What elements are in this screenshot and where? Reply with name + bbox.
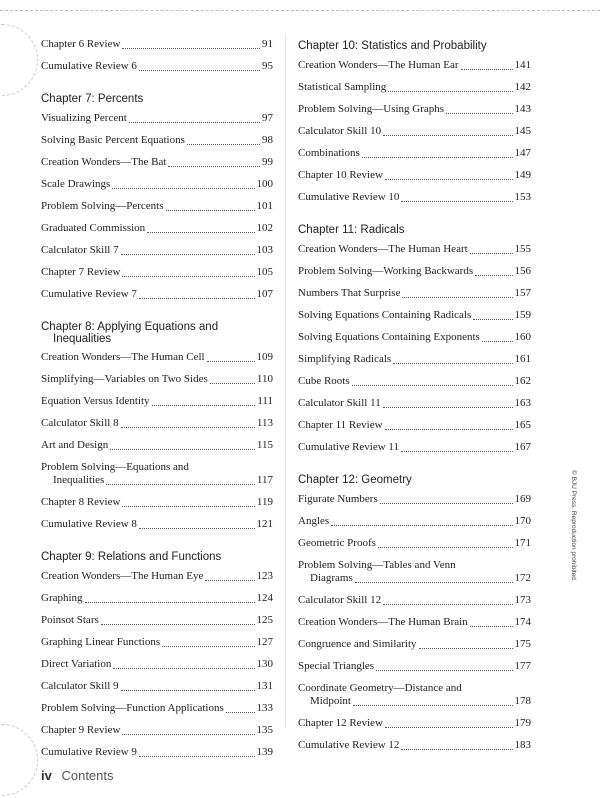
footer-page-number: iv — [41, 768, 52, 783]
dot-leader — [187, 144, 260, 145]
toc-entry — [41, 200, 273, 213]
toc-entry — [41, 518, 273, 531]
toc-page-number: 174 — [514, 616, 531, 628]
toc-entry-title: Chapter 12 Review — [298, 717, 383, 729]
toc-entry-title: Cumulative Review 8 — [41, 518, 137, 530]
toc-entry — [298, 331, 531, 344]
toc-entry — [298, 515, 531, 528]
toc-entry — [41, 288, 273, 301]
toc-page-number: 183 — [514, 739, 531, 751]
dot-leader — [353, 705, 513, 706]
dot-leader — [362, 157, 513, 158]
dot-leader — [401, 201, 512, 202]
dot-leader — [355, 582, 513, 583]
toc-entry — [298, 103, 531, 116]
toc-entry-title: Cumulative Review 12 — [298, 739, 400, 751]
toc-page-number: 103 — [256, 244, 273, 256]
toc-entry — [298, 441, 531, 454]
toc-page-number: 175 — [514, 638, 531, 650]
dot-leader — [470, 253, 513, 254]
toc-page-number: 155 — [514, 243, 531, 255]
toc-entry-title: Geometric Proofs — [298, 537, 376, 549]
toc-entry-title: Calculator Skill 10 — [298, 125, 382, 137]
toc-entry-line1: Coordinate Geometry—Distance and — [298, 682, 462, 694]
dot-leader — [110, 449, 255, 450]
toc-entry — [298, 397, 531, 410]
dot-leader — [352, 385, 513, 386]
toc-entry — [41, 60, 273, 73]
toc-entry — [41, 112, 273, 125]
toc-entry — [41, 614, 273, 627]
dot-leader — [147, 232, 254, 233]
toc-entry — [298, 739, 531, 752]
toc-page-number: 109 — [256, 351, 273, 363]
toc-entry-title: Graphing Linear Functions — [41, 636, 161, 648]
toc-entry-title: Angles — [298, 515, 330, 527]
toc-entry — [41, 178, 273, 191]
toc-entry-line2: Midpoint — [310, 695, 351, 707]
toc-page-number: 121 — [256, 518, 273, 530]
dot-leader — [106, 484, 255, 485]
decorative-arc-top — [0, 24, 38, 96]
toc-list — [298, 59, 531, 204]
dot-leader — [393, 363, 512, 364]
toc-page-number: 169 — [514, 493, 531, 505]
toc-entry-title: Visualizing Percent — [41, 112, 127, 124]
toc-entry — [298, 265, 531, 278]
dot-leader — [207, 361, 255, 362]
toc-page-number: 102 — [256, 222, 273, 234]
toc-entry — [41, 636, 273, 649]
toc-page-number: 135 — [256, 724, 273, 736]
decorative-arc-bottom — [0, 724, 38, 796]
toc-entry-title: Chapter 7 Review — [41, 266, 121, 278]
toc-entry — [41, 680, 273, 693]
toc-entry-title: Chapter 6 Review — [41, 38, 121, 50]
toc-entry — [41, 134, 273, 147]
dot-leader — [139, 70, 260, 71]
toc-entry-title: Poinsot Stars — [41, 614, 99, 626]
dot-leader — [122, 734, 254, 735]
toc-page-number: 165 — [514, 419, 531, 431]
toc-entry — [41, 702, 273, 715]
toc-entry-title: Art and Design — [41, 439, 109, 451]
toc-page-number: 163 — [514, 397, 531, 409]
toc-entry-title: Creation Wonders—The Human Heart — [298, 243, 468, 255]
toc-page-number: 100 — [256, 178, 273, 190]
dot-leader — [139, 528, 255, 529]
toc-page-number: 170 — [514, 515, 531, 527]
dot-leader — [383, 135, 512, 136]
toc-entry — [41, 395, 273, 408]
toc-page-number: 179 — [514, 717, 531, 729]
chapter-9-heading: Chapter 9: Relations and Functions — [41, 551, 222, 563]
toc-entry — [298, 309, 531, 322]
toc-page-number: 127 — [256, 636, 273, 648]
toc-entry-title: Chapter 8 Review — [41, 496, 121, 508]
toc-entry — [298, 616, 531, 629]
toc-entry-title: Simplifying Radicals — [298, 353, 392, 365]
toc-entry-title: Calculator Skill 11 — [298, 397, 381, 409]
toc-entry-title: Equation Versus Identity — [41, 395, 150, 407]
page-footer — [41, 768, 114, 783]
toc-entry — [41, 746, 273, 759]
dot-leader — [152, 405, 256, 406]
dot-leader — [446, 113, 512, 114]
toc-entry-title: Cube Roots — [298, 375, 350, 387]
toc-list — [298, 594, 531, 673]
chapter-7-heading: Chapter 7: Percents — [41, 93, 144, 105]
toc-entry-title: Solving Equations Containing Exponents — [298, 331, 480, 343]
toc-entry-line2: Diagrams — [310, 572, 353, 584]
toc-page-number: 131 — [256, 680, 273, 692]
toc-page-number: 160 — [514, 331, 531, 343]
toc-entry-title: Problem Solving—Using Graphs — [298, 103, 445, 115]
toc-page-number: 130 — [256, 658, 273, 670]
dot-leader — [475, 275, 512, 276]
dot-leader — [85, 602, 255, 603]
toc-right-column — [298, 40, 531, 752]
toc-page-number: 147 — [514, 147, 531, 159]
toc-list — [41, 38, 273, 73]
dot-leader — [121, 690, 255, 691]
toc-list — [41, 351, 273, 452]
dot-leader — [376, 670, 512, 671]
dot-leader — [121, 427, 255, 428]
dot-leader — [113, 668, 254, 669]
dot-leader — [139, 756, 255, 757]
toc-list — [41, 112, 273, 301]
toc-list — [41, 570, 273, 759]
toc-entry — [298, 125, 531, 138]
toc-entry — [41, 266, 273, 279]
dot-leader — [385, 727, 513, 728]
toc-entry — [41, 38, 273, 51]
toc-page-number: 178 — [514, 695, 531, 707]
toc-entry-title: Calculator Skill 12 — [298, 594, 382, 606]
toc-entry — [298, 559, 531, 585]
toc-page-number: 156 — [514, 265, 531, 277]
dot-leader — [383, 604, 512, 605]
chapter-11-heading: Chapter 11: Radicals — [298, 224, 405, 236]
toc-entry — [298, 169, 531, 182]
toc-entry-title: Creation Wonders—The Human Cell — [41, 351, 205, 363]
dot-leader — [383, 407, 513, 408]
toc-entry — [41, 222, 273, 235]
toc-page-number: 107 — [256, 288, 273, 300]
toc-page-number: 173 — [514, 594, 531, 606]
dot-leader — [388, 91, 512, 92]
toc-entry — [298, 537, 531, 550]
toc-page-number: 145 — [514, 125, 531, 137]
toc-entry — [41, 439, 273, 452]
toc-entry-title: Cumulative Review 10 — [298, 191, 400, 203]
toc-page-number: 124 — [256, 592, 273, 604]
toc-entry-line1: Problem Solving—Equations and — [41, 461, 189, 473]
dot-leader — [385, 429, 513, 430]
toc-entry-title: Statistical Sampling — [298, 81, 387, 93]
dot-leader — [402, 297, 512, 298]
toc-entry-title: Special Triangles — [298, 660, 375, 672]
toc-entry — [41, 658, 273, 671]
chapter-8-heading-line1: Chapter 8: Applying Equations and — [41, 321, 219, 333]
toc-entry-line1: Problem Solving—Tables and Venn — [298, 559, 456, 571]
toc-entry — [298, 243, 531, 256]
toc-entry-title: Calculator Skill 9 — [41, 680, 119, 692]
toc-entry-title: Chapter 11 Review — [298, 419, 383, 431]
toc-entry — [298, 81, 531, 94]
toc-entry — [41, 724, 273, 737]
toc-entry-title: Creation Wonders—The Human Eye — [41, 570, 204, 582]
toc-entry-title: Creation Wonders—The Human Brain — [298, 616, 468, 628]
top-rule — [0, 10, 600, 11]
dot-leader — [101, 624, 255, 625]
toc-page-number: 143 — [514, 103, 531, 115]
toc-page-number: 123 — [256, 570, 273, 582]
toc-page-number: 113 — [256, 417, 273, 429]
dot-leader — [112, 188, 254, 189]
toc-entry-title: Cumulative Review 6 — [41, 60, 137, 72]
toc-entry — [298, 375, 531, 388]
toc-entry — [298, 353, 531, 366]
toc-entry — [41, 496, 273, 509]
chapter-10-heading: Chapter 10: Statistics and Probability — [298, 40, 487, 52]
toc-page-number: 95 — [262, 60, 273, 72]
toc-entry — [41, 156, 273, 169]
toc-entry-title: Numbers That Surprise — [298, 287, 401, 299]
column-divider — [285, 34, 286, 728]
toc-page-number: 157 — [514, 287, 531, 299]
toc-page-number: 98 — [262, 134, 273, 146]
toc-entry-title: Problem Solving—Working Backwards — [298, 265, 474, 277]
toc-entry-title: Scale Drawings — [41, 178, 111, 190]
toc-page-number: 97 — [262, 112, 273, 124]
toc-left-column — [41, 38, 273, 759]
toc-page-number: 149 — [514, 169, 531, 181]
chapter-8-heading — [41, 321, 273, 345]
toc-page-number: 167 — [514, 441, 531, 453]
toc-entry — [298, 147, 531, 160]
dot-leader — [401, 749, 512, 750]
dot-leader — [122, 506, 254, 507]
toc-page-number: 133 — [256, 702, 273, 714]
toc-entry — [41, 592, 273, 605]
toc-entry-title: Simplifying—Variables on Two Sides — [41, 373, 208, 385]
toc-entry-title: Solving Basic Percent Equations — [41, 134, 185, 146]
dot-leader — [226, 712, 255, 713]
toc-page-number: 162 — [514, 375, 531, 387]
toc-page-number: 125 — [256, 614, 273, 626]
dot-leader — [129, 122, 260, 123]
dot-leader — [461, 69, 513, 70]
toc-page-number: 141 — [514, 59, 531, 71]
toc-entry — [41, 244, 273, 257]
toc-list — [298, 243, 531, 454]
toc-page-number: 110 — [256, 373, 273, 385]
dot-leader — [470, 626, 513, 627]
toc-entry-title: Cumulative Review 7 — [41, 288, 137, 300]
dot-leader — [121, 254, 255, 255]
toc-entry — [298, 660, 531, 673]
toc-entry — [298, 191, 531, 204]
toc-page-number: 105 — [256, 266, 273, 278]
chapter-12-heading: Chapter 12: Geometry — [298, 474, 412, 486]
toc-page-number: 172 — [514, 572, 531, 584]
dot-leader — [122, 48, 260, 49]
dot-leader — [378, 547, 513, 548]
toc-entry-line2: Inequalities — [53, 474, 105, 486]
toc-entry-title: Figurate Numbers — [298, 493, 378, 505]
dot-leader — [139, 298, 255, 299]
toc-entry-title: Calculator Skill 8 — [41, 417, 119, 429]
toc-entry — [41, 373, 273, 386]
toc-page-number: 171 — [514, 537, 531, 549]
toc-entry — [41, 417, 273, 430]
dot-leader — [385, 179, 513, 180]
copyright-note: © BJU Press. Reproduction prohibited. — [570, 470, 577, 582]
toc-page-number: 161 — [514, 353, 531, 365]
toc-entry-title: Congruence and Similarity — [298, 638, 417, 650]
toc-entry-title: Creation Wonders—The Bat — [41, 156, 167, 168]
toc-entry-title: Combinations — [298, 147, 360, 159]
toc-entry — [298, 594, 531, 607]
dot-leader — [331, 525, 512, 526]
toc-entry-title: Solving Equations Containing Radicals — [298, 309, 472, 321]
toc-page-number: 159 — [514, 309, 531, 321]
toc-page-number: 119 — [256, 496, 273, 508]
dot-leader — [166, 210, 255, 211]
toc-entry-title: Problem Solving—Percents — [41, 200, 164, 212]
dot-leader — [205, 580, 254, 581]
toc-entry-title: Direct Variation — [41, 658, 112, 670]
toc-entry — [298, 717, 531, 730]
dot-leader — [210, 383, 255, 384]
toc-entry — [298, 638, 531, 651]
toc-page-number: 115 — [256, 439, 273, 451]
toc-entry — [298, 682, 531, 708]
dot-leader — [401, 451, 512, 452]
toc-entry-title: Problem Solving—Function Applications — [41, 702, 224, 714]
toc-entry-title: Cumulative Review 11 — [298, 441, 400, 453]
toc-entry — [298, 59, 531, 72]
toc-entry — [298, 287, 531, 300]
toc-page-number: 111 — [257, 395, 273, 407]
toc-list — [298, 717, 531, 752]
dot-leader — [168, 166, 260, 167]
toc-entry-title: Creation Wonders—The Human Ear — [298, 59, 459, 71]
toc-entry — [41, 570, 273, 583]
dot-leader — [162, 646, 254, 647]
chapter-8-heading-line2: Inequalities — [53, 333, 112, 345]
toc-page-number: 153 — [514, 191, 531, 203]
dot-leader — [473, 319, 512, 320]
dot-leader — [380, 503, 513, 504]
dot-leader — [122, 276, 254, 277]
toc-page-number: 91 — [262, 38, 273, 50]
footer-section-title: Contents — [61, 768, 114, 783]
toc-entry — [298, 493, 531, 506]
toc-entry — [41, 351, 273, 364]
dot-leader — [482, 341, 513, 342]
toc-page-number: 142 — [514, 81, 531, 93]
toc-entry-title: Graduated Commission — [41, 222, 146, 234]
toc-entry-title: Chapter 9 Review — [41, 724, 121, 736]
toc-page-number: 117 — [256, 474, 273, 486]
toc-list — [41, 496, 273, 531]
toc-page-number: 139 — [256, 746, 273, 758]
toc-page-number: 177 — [514, 660, 531, 672]
toc-entry-title: Cumulative Review 9 — [41, 746, 137, 758]
toc-page-number: 101 — [256, 200, 273, 212]
toc-entry — [298, 419, 531, 432]
toc-list — [298, 493, 531, 550]
toc-entry — [41, 461, 273, 487]
toc-entry-title: Calculator Skill 7 — [41, 244, 119, 256]
toc-entry-title: Chapter 10 Review — [298, 169, 383, 181]
toc-entry-title: Graphing — [41, 592, 83, 604]
dot-leader — [419, 648, 513, 649]
toc-page-number: 99 — [262, 156, 273, 168]
